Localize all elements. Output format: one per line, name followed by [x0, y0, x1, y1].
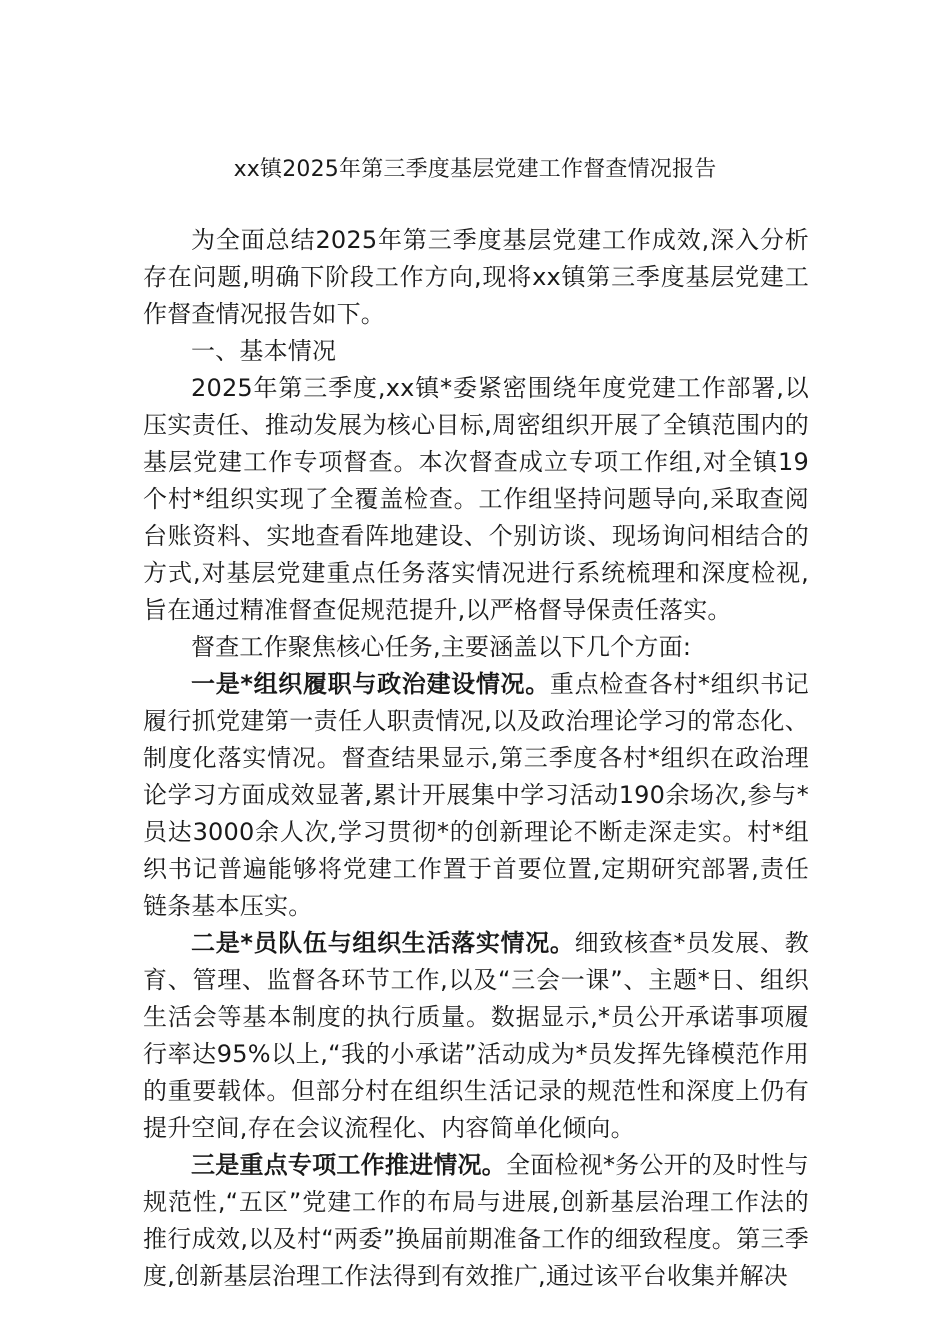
- item-two-paragraph: [143, 925, 809, 1147]
- item-two-lead: 二是*员队伍与组织生活落实情况。: [191, 929, 575, 957]
- section-heading-basic-situation: 一、基本情况: [191, 337, 337, 365]
- document-body: [143, 222, 809, 1295]
- item-one-body: 重点检查各村*组织书记履行抓党建第一责任人职责情况,以及政治理论学习的常态化、制度化落实情况。督查结果显示,第三季度各村*组织在政治理论学习方面成效显著,累计开展集中学习活动190余场次,参与*员达3000余人次,学习贯彻*的创新理论不断走深走实。村*组织书记普遍能够将党建工作置于首要位置,定期研究部署,责任链条基本压实。: [143, 670, 809, 920]
- item-two-body: 细致核查*员发展、教育、管理、监督各环节工作,以及“三会一课”、主题*日、组织生活会等基本制度的执行质量。数据显示,*员公开承诺事项履行率达95%以上,“我的小承诺”活动成为*员发挥先锋模范作用的重要载体。但部分村在组织生活记录的规范性和深度上仍有提升空间,存在会议流程化、内容简单化倾向。: [143, 929, 810, 1142]
- item-one-paragraph: [143, 666, 809, 925]
- item-one-lead: 一是*组织履职与政治建设情况。: [191, 670, 550, 698]
- item-three-lead: 三是重点专项工作推进情况。: [191, 1151, 507, 1179]
- document-title: xx镇2025年第三季度基层党建工作督查情况报告: [233, 157, 717, 182]
- basic-situation-paragraph: 2025年第三季度,xx镇*委紧密围绕年度党建工作部署,以压实责任、推动发展为核心目标,周密组织开展了全镇范围内的基层党建工作专项督查。本次督查成立专项工作组,对全镇19个村*组织实现了全覆盖检查。工作组坚持问题导向,采取查阅台账资料、实地查看阵地建设、个别访谈、现场询问相结合的方式,对基层党建重点任务落实情况进行系统梳理和深度检视,旨在通过精准督查促规范提升,以严格督导保责任落实。: [143, 374, 809, 624]
- item-three-paragraph: [143, 1147, 809, 1295]
- inspection-focus-paragraph: 督查工作聚焦核心任务,主要涵盖以下几个方面:: [191, 633, 692, 661]
- intro-paragraph: 为全面总结2025年第三季度基层党建工作成效,深入分析存在问题,明确下阶段工作方向,现将xx镇第三季度基层党建工作督查情况报告如下。: [143, 226, 809, 328]
- item-three-body: 全面检视*务公开的及时性与规范性,“五区”党建工作的布局与进展,创新基层治理工作法的推行成效,以及村“两委”换届前期准备工作的细致程度。第三季度,创新基层治理工作法得到有效推广,通过该平台收集并解决: [143, 1151, 809, 1290]
